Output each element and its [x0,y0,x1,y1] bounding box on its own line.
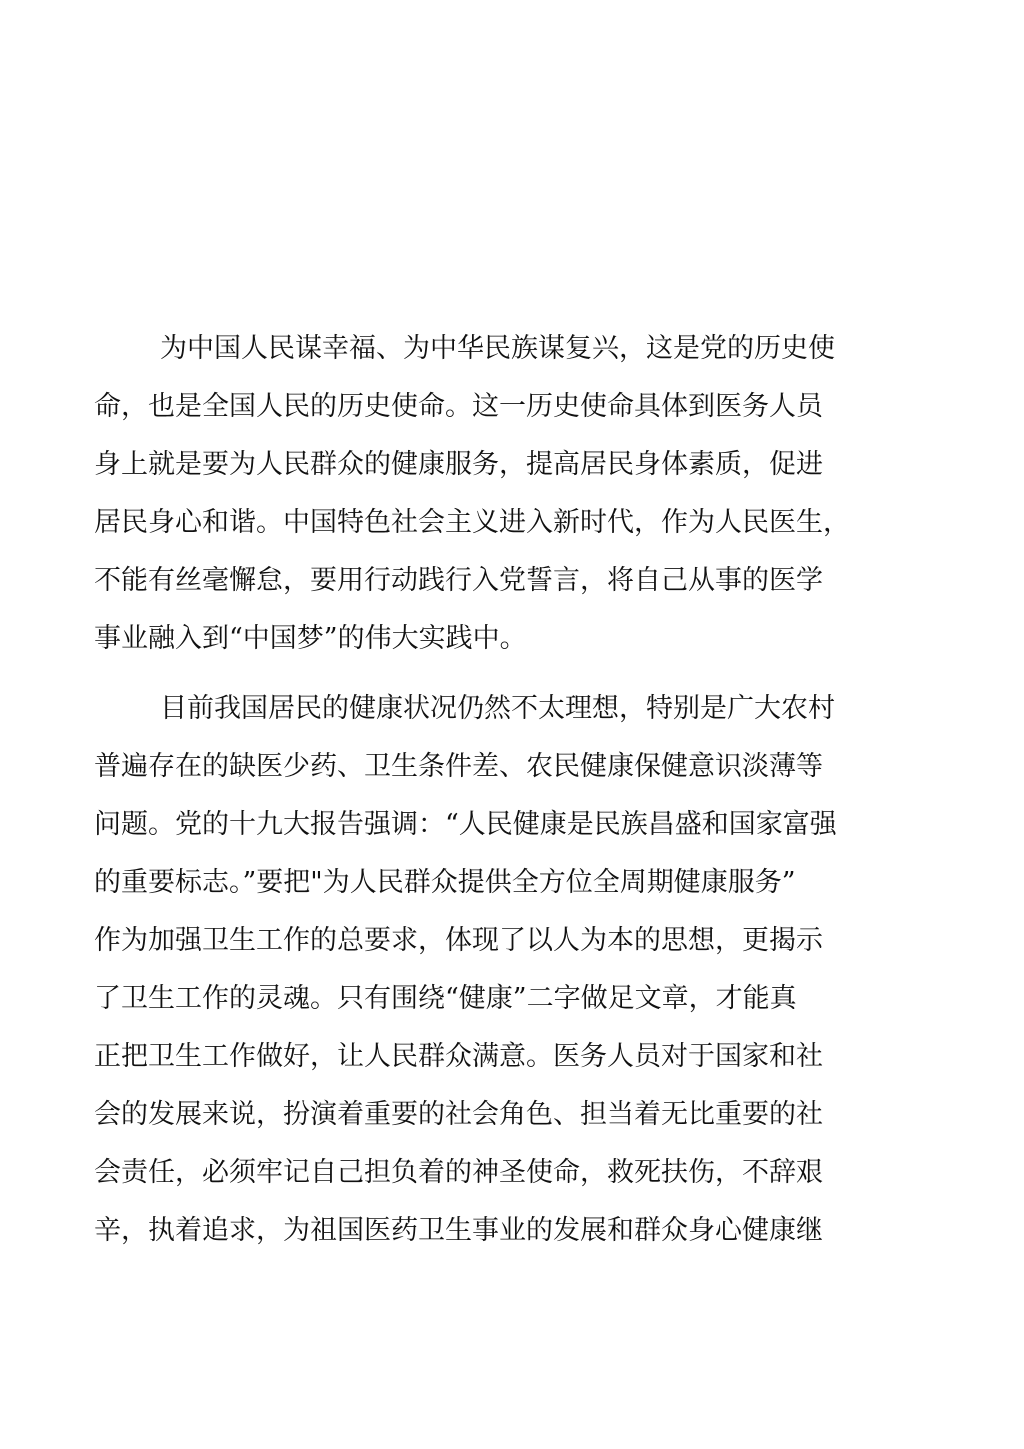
paragraph-1-line-1: 为中国人民谋幸福、为中华民族谋复兴，这是党的历史使 [160,333,835,364]
paragraph-1-line-3: 身上就是要为人民群众的健康服务，提高居民身体素质，促进 [94,449,823,480]
paragraph-1-line-2: 命，也是全国人民的历史使命。这一历史使命具体到医务人员 [94,391,823,422]
paragraph-2-line-6: 了卫生工作的灵魂。只有围绕“健康”二字做足文章，才能真 [94,983,797,1014]
paragraph-1-line-5: 不能有丝毫懈怠，要用行动践行入党誓言，将自己从事的医学 [94,565,823,596]
paragraph-1-line-6: 事业融入到“中国梦”的伟大实践中。 [94,623,527,654]
paragraph-2-line-5: 作为加强卫生工作的总要求，体现了以人为本的思想，更揭示 [94,925,823,956]
paragraph-2-line-10: 辛，执着追求，为祖国医药卫生事业的发展和群众身心健康继 [94,1215,823,1246]
paragraph-2-line-8: 会的发展来说，扮演着重要的社会角色、担当着无比重要的社 [94,1099,823,1130]
paragraph-2-line-1: 目前我国居民的健康状况仍然不太理想，特别是广大农村 [160,693,835,724]
paragraph-2-line-3: 问题。党的十九大报告强调：“人民健康是民族昌盛和国家富强 [94,809,837,840]
paragraph-2-line-9: 会责任，必须牢记自己担负着的神圣使命，救死扶伤，不辞艰 [94,1157,823,1188]
paragraph-2-line-7: 正把卫生工作做好，让人民群众满意。医务人员对于国家和社 [94,1041,823,1072]
paragraph-2-line-2: 普遍存在的缺医少药、卫生条件差、农民健康保健意识淡薄等 [94,751,823,782]
paragraph-1-line-4: 居民身心和谐。中国特色社会主义进入新时代，作为人民医生， [94,507,850,538]
paragraph-2-line-4: 的重要标志。”要把"为人民群众提供全方位全周期健康服务” [94,867,796,898]
